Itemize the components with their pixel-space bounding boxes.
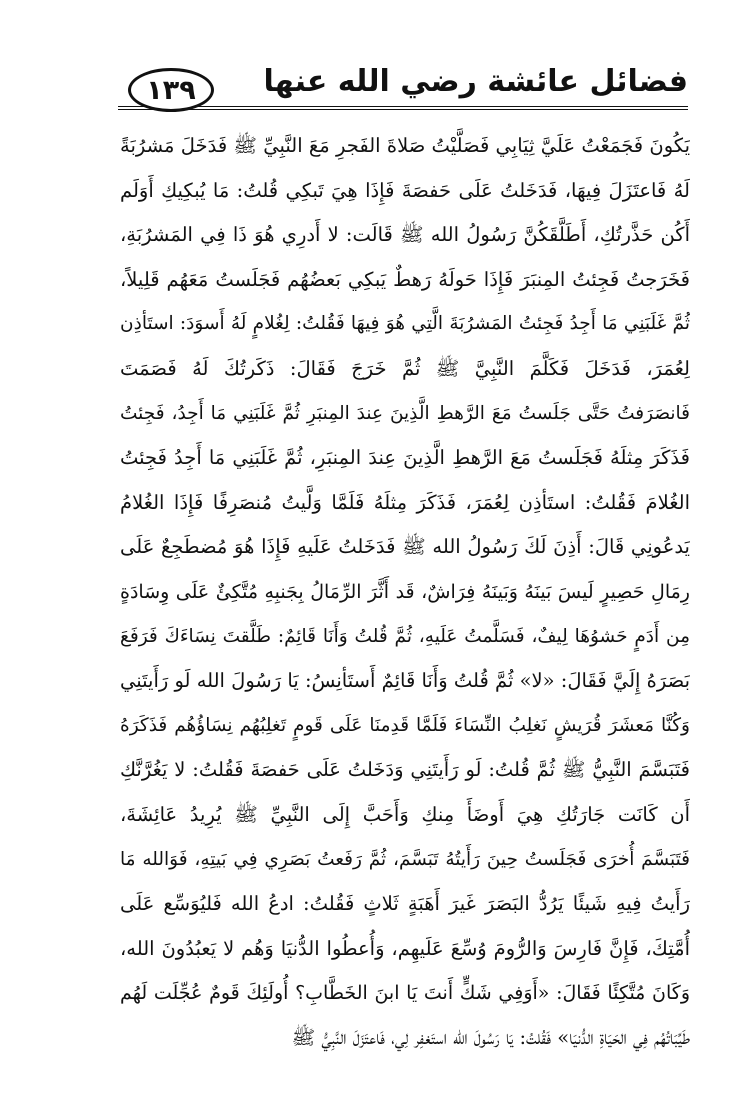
header-rule <box>118 106 688 110</box>
page-number-oval <box>128 68 214 112</box>
text-line: فَتَبَسَّمَ أُخرَى فَجَلَستُ حِينَ رَأَيتُهُ تَبَسَّمَ، ثُمَّ رَفَعتُ بَصَرِي فِي بَيتِهِ، فَوَالله مَا <box>120 848 690 870</box>
text-line: أُمَّتِكَ، فَإِنَّ فَارِسَ وَالرُّومَ وُسِّعَ عَلَيهِم، وَأُعطُوا الدُّنيَا وَهُم لا يَعبُدُونَ الله، <box>120 936 690 960</box>
running-title: فضائل عائشة رضي الله عنها <box>263 64 688 99</box>
text-line: فَانصَرَفتُ حَتَّى جَلَستُ مَعَ الرَّهطِ الَّذِينَ عِندَ المِنبَرِ ثُمَّ غَلَبَنِي مَا أَجِدُ، فَجِئتُ <box>120 402 690 424</box>
text-line: يَكُونَ فَجَمَعْتُ عَلَيَّ ثِيَابِي فَصَلَّيْتُ صَلاةَ الفَجرِ مَعَ النَّبِيِّ ﷺ فَدَخَلَ مَشرُبَةً <box>120 134 690 157</box>
text-line: رِمَالِ حَصِيرٍ لَيسَ بَينَهُ وَبَينَهُ فِرَاشٌ، قَد أَثَّرَ الرِّمَالُ بِجَنبِهِ مُتَّكِئٌ عَلَى وِسَادَةٍ <box>120 580 690 603</box>
text-line: أَكُن حَذَّرتُكِ، أَطَلَّقَكُنَّ رَسُولُ الله ﷺ قَالَت: لا أَدرِي هُوَ ذَا فِي المَشرُبَةِ، <box>120 223 690 247</box>
text-line: ثُمَّ غَلَبَنِي مَا أَجِدُ فَجِئتُ المَشرُبَةَ الَّتِي هُوَ فِيهَا فَقُلتُ: لِغُلامٍ لَهُ أَسوَدَ: استَأذِن <box>120 313 690 335</box>
body-text <box>120 124 690 1060</box>
text-line: وَكُنَّا مَعشَرَ قُرَيشٍ نَغلِبُ النِّسَاءَ فَلَمَّا قَدِمنَا عَلَى قَومٍ تَغلِبُهُم نِسَاؤُهُم فَذَكَرَهُ <box>120 714 690 736</box>
text-line: فَذَكَرَ مِثلَهُ فَجَلَستُ مَعَ الرَّهطِ الَّذِينَ عِندَ المِنبَرِ، ثُمَّ غَلَبَنِي مَا أَجِدُ فَجِئتُ <box>120 446 690 470</box>
text-line: فَتَبَسَّمَ النَّبِيُّ ﷺ ثُمَّ قُلتُ: لَو رَأَيتَنِي وَدَخَلتُ عَلَى حَفصَةَ فَقُلتُ: لا يَغُرَّنَّكِ <box>120 758 690 782</box>
text-line: أَن كَانَت جَارَتُكِ هِيَ أَوضَأَ مِنكِ وَأَحَبَّ إِلَى النَّبِيِّ ﷺ يُرِيدُ عَائِشَةَ، <box>120 802 690 826</box>
text-line: رَأَيتُ فِيهِ شَيئًا يَرُدُّ البَصَرَ غَيرَ أَهَبَةٍ ثَلاثٍ فَقُلتُ: ادعُ الله فَليُوَسِّع عَلَى <box>120 892 690 916</box>
text-line: بَصَرَهُ إِلَيَّ فَقَالَ: «لا» ثُمَّ قُلتُ وَأَنَا قَائِمٌ أَستَأنِسُ: يَا رَسُولَ الله لَو رَأَيتَنِي <box>120 669 690 693</box>
page-header <box>118 62 688 116</box>
text-line: الغُلامَ فَقُلتُ: استَأذِن لِعُمَرَ، فَذَكَرَ مِثلَهُ فَلَمَّا وَلَّيتُ مُنصَرِفًا فَإِذَا الغُلامُ <box>120 490 690 514</box>
page-number: ١٣٩ <box>146 74 196 106</box>
text-line: فَخَرَجتُ فَجِئتُ المِنبَرَ فَإِذَا حَولَهُ رَهطٌ يَبكِي بَعضُهُم فَجَلَستُ مَعَهُم قَلِيلاً، <box>120 267 690 291</box>
text-line: طَيِّبَاتُهُم فِي الحَيَاةِ الدُّنيَا» فَقُلتُ: يَا رَسُولَ الله استَغفِر لِي، فَاعتَزَلَ النَّبِيُّ ﷺ <box>291 1025 690 1049</box>
text-line: يَدعُونِي قَالَ: أَذِنَ لَكَ رَسُولُ الله ﷺ فَدَخَلتُ عَلَيهِ فَإِذَا هُوَ مُضطَجِعٌ عَلَى <box>120 535 690 559</box>
text-line: مِن أَدَمٍ حَشوُهَا لِيفٌ، فَسَلَّمتُ عَلَيهِ، ثُمَّ قُلتُ وَأَنَا قَائِمٌ: طَلَّقتَ نِسَاءَكَ فَرَفَعَ <box>120 625 690 647</box>
text-line: لِعُمَرَ، فَدَخَلَ فَكَلَّمَ النَّبِيَّ ﷺ ثُمَّ خَرَجَ فَقَالَ: ذَكَرتُكَ لَهُ فَصَمَتَ <box>120 356 690 380</box>
text-line: لَهُ فَاعتَزَلَ فِيهَا، فَدَخَلتُ عَلَى حَفصَةَ فَإِذَا هِيَ تَبكِي قُلتُ: مَا يُبكِيكِ أَوَلَم <box>120 178 690 202</box>
text-line: وَكَانَ مُتَّكِئًا فَقَالَ: «أَوَفِي شَكٍّ أَنتَ يَا ابنَ الخَطَّابِ؟ أُولَئِكَ قَومٌ عُجِّلَت لَهُم <box>120 982 690 1005</box>
